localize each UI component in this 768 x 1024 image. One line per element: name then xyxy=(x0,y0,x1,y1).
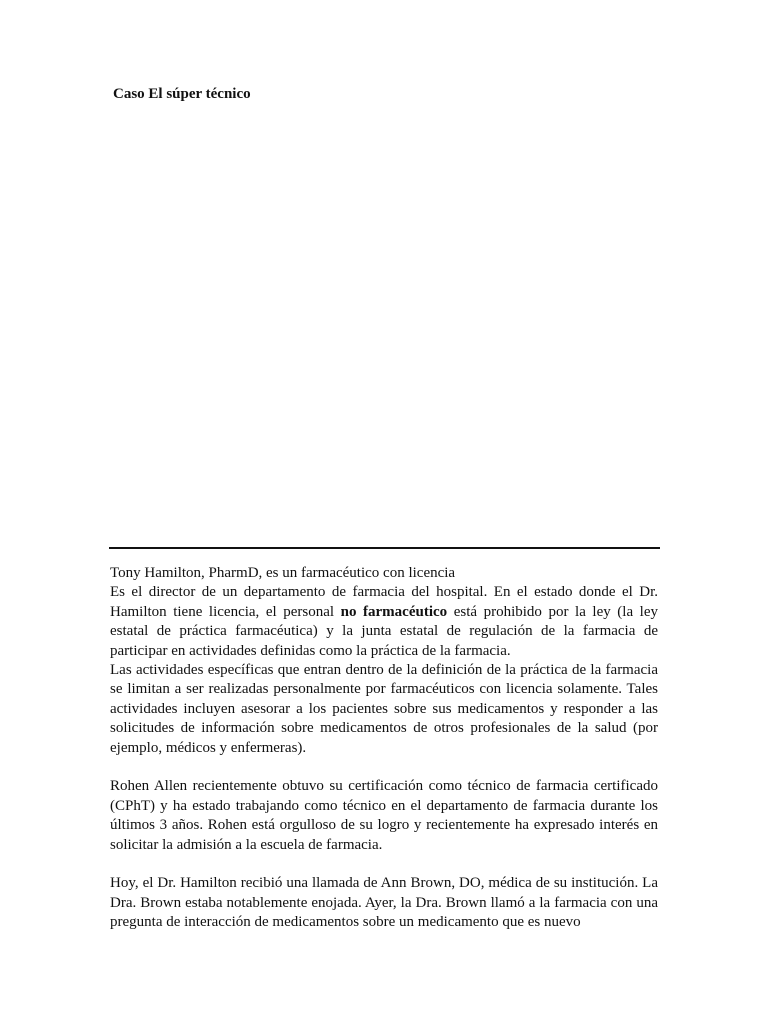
paragraph-3: Las actividades específicas que entran dentro de la definición de la práctica de la farmacia se limitan a ser realizadas personalmente por farmacéuticos con licencia solamente. Tales actividades incluyen asesorar a los pacientes sobre sus medicamentos y responder a las solicitudes de información sobre medicamentos de otros profesionales de la salud (por ejemplo, médicos y enfermeras). xyxy=(110,662,658,756)
paragraph-1: Tony Hamilton, PharmD, es un farmacéutico con licencia xyxy=(110,565,456,581)
paragraph-2-text-after: está prohibido por la ley (la ley estatal de práctica farmacéutica) y la junta estatal de regulación de la farmacia de participar en actividades definidas como la práctica de la farmacia. xyxy=(110,603,658,659)
document-title: Caso El súper técnico xyxy=(113,86,251,102)
paragraph-2 xyxy=(110,583,658,661)
paragraph-5: Hoy, el Dr. Hamilton recibió una llamada de Ann Brown, DO, médica de su institución. La Dra. Brown estaba notablemente enojada. Ayer, la Dra. Brown llamó a la farmacia con una pregunta de interacción de medicamentos sobre un medicamento que es nuevo xyxy=(110,875,658,931)
horizontal-rule xyxy=(109,547,660,549)
document-body xyxy=(110,564,658,933)
paragraph-2-bold-text: no farmacéutico xyxy=(340,603,448,620)
paragraph-4: Rohen Allen recientemente obtuvo su certificación como técnico de farmacia certificado (CPhT) y ha estado trabajando como técnico en el departamento de farmacia durante los últimos 3 años. Rohen está orgulloso de su logro y recientemente ha expresado interés en solicitar la admisión a la escuela de farmacia. xyxy=(110,778,658,853)
paragraph-2-text-before: Es el director de un departamento de farmacia del hospital. En el estado donde el Dr. Hamilton tiene licencia, el personal xyxy=(110,584,658,620)
